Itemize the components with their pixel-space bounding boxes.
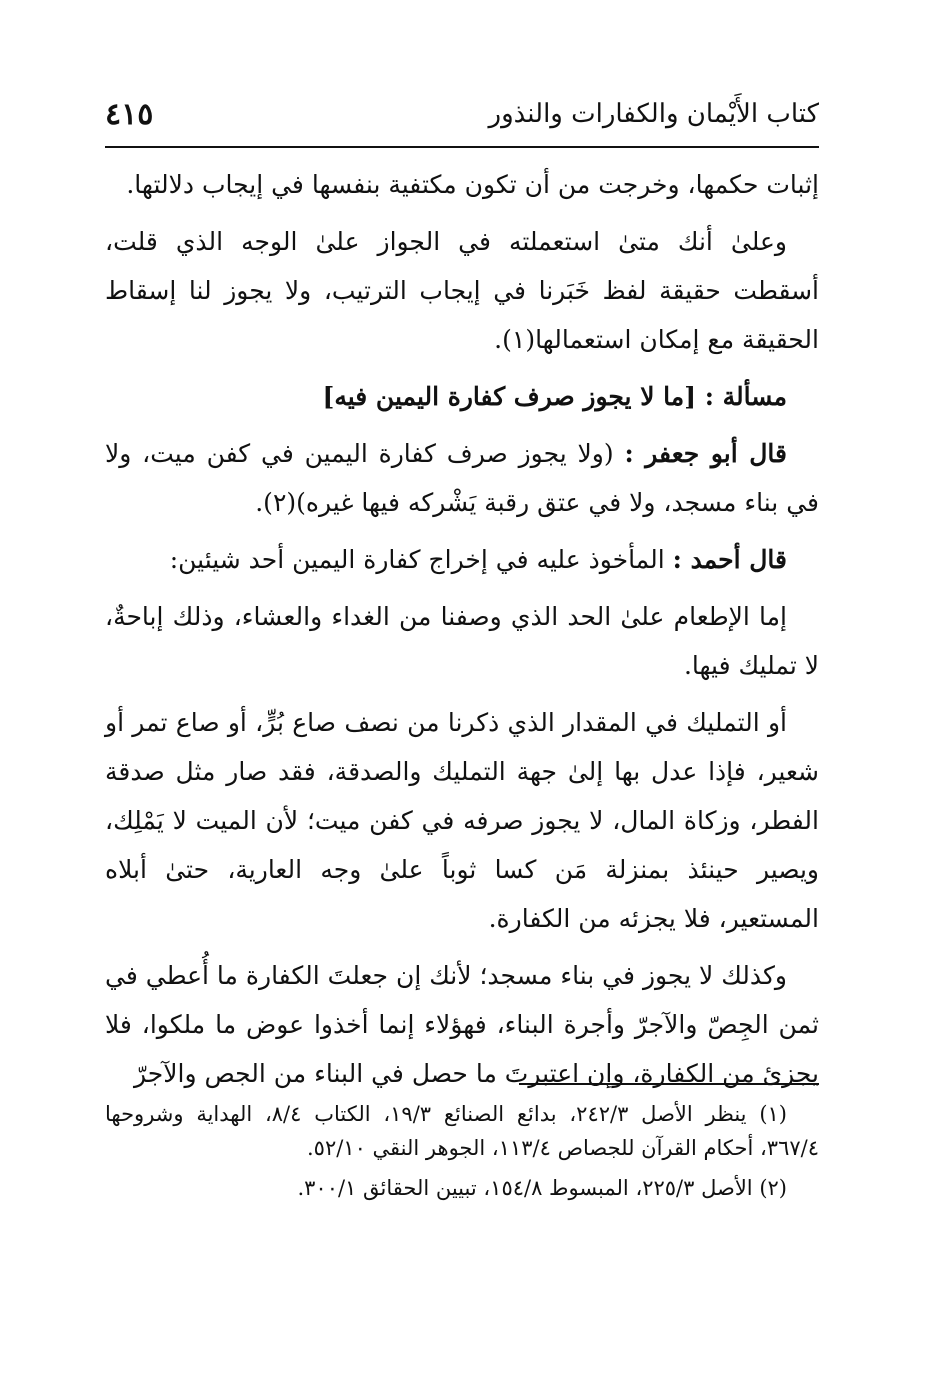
paragraph-6: أو التمليك في المقدار الذي ذكرنا من نصف صاع بُرٍّ، أو صاع تمر أو شعير، فإذا عدل بها إلىٰ جهة التمليك والصدقة، فقد صار مثل صدقة الفطر، وزكاة المال، لا يجوز صرفه في كفن ميت؛ لأن الميت لا يَمْلِك، ويصير حينئذ بمنزلة مَن كسا ثوباً علىٰ وجه العارية، حتىٰ أبلاه المستعير، فلا يجزئه من الكفارة.: [105, 708, 819, 933]
paragraph-2: وعلىٰ أنك متىٰ استعملته في الجواز علىٰ الوجه الذي قلت، أسقطت حقيقة لفظ خَبَرنا في إيجاب الترتيب، ولا يجوز لنا إسقاط الحقيقة مع إمكان استعمالها(١).: [105, 227, 819, 354]
running-header: [105, 92, 819, 136]
footnotes: [105, 1097, 819, 1211]
paragraph-1: إثبات حكمها، وخرجت من أن تكون مكتفية بنفسها في إيجاب دلالتها.: [126, 170, 819, 199]
main-text: [105, 160, 819, 1106]
speaker-label-abu-jafar: قال أبو جعفر :: [624, 439, 787, 468]
footnote-1: (١) ينظر الأصل ٢٤٢/٣، بدائع الصنائع ١٩/٣، الكتاب ٨/٤، الهداية وشروحها ٣٦٧/٤، أحكام القرآن للجصاص ١١٣/٤، الجوهر النقي ٥٢/١٠.: [105, 1102, 819, 1160]
footnote-divider: [519, 1083, 819, 1085]
paragraph-7: وكذلك لا يجوز في بناء مسجد؛ لأنك إن جعلتَ الكفارة ما أُعطي في ثمن الجِصّ والآجرّ وأجرة البناء، فهؤلاء إنما أخذوا عوض ما ملكوا، فلا يجزئ من الكفارة، وإن اعتبرتَ ما حصل في البناء من الجص والآجرّ: [105, 961, 819, 1088]
paragraph-3-text: (ولا يجوز صرف كفارة اليمين في كفن ميت، ولا في بناء مسجد، ولا في عتق رقبة يَشْركه فيها غيره)(٢).: [105, 439, 819, 517]
header-divider: [105, 146, 819, 148]
footnote-2: (٢) الأصل ٢٢٥/٣، المبسوط ١٥٤/٨، تبيين الحقائق ٣٠٠/١.: [297, 1176, 787, 1200]
page-number: ٤١٥: [105, 96, 154, 132]
chapter-title: كتاب الأَيْمان والكفارات والنذور: [488, 99, 819, 129]
paragraph-5: إما الإطعام علىٰ الحد الذي وصفنا من الغداء والعشاء، وذلك إباحةٌ، لا تمليك فيها.: [105, 602, 819, 680]
speaker-label-ahmad: قال أحمد :: [672, 545, 787, 574]
paragraph-4: [105, 535, 819, 584]
paragraph-4-text: المأخوذ عليه في إخراج كفارة اليمين أحد شيئين:: [169, 545, 673, 574]
section-heading: مسألة : [ما لا يجوز صرف كفارة اليمين فيه]: [322, 382, 787, 411]
paragraph-3: [105, 429, 819, 527]
